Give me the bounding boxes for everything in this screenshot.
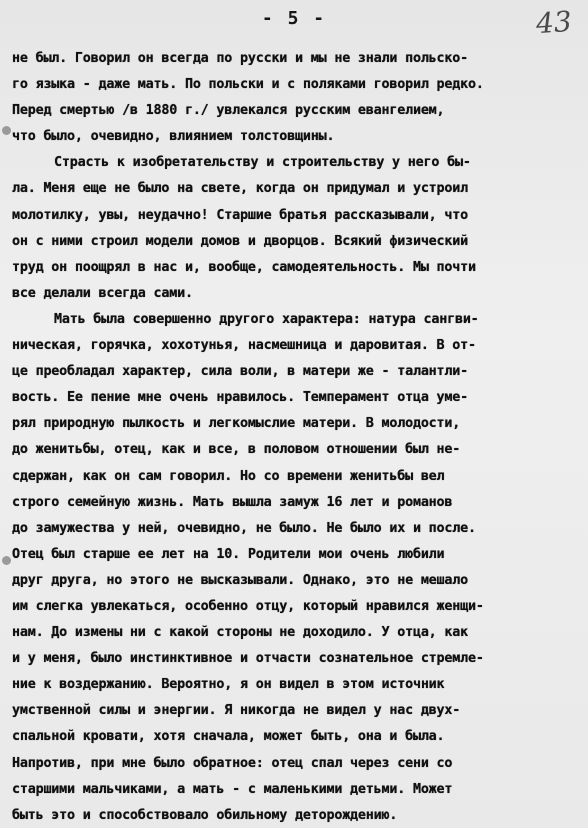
text-line: вость. Ее пение мне очень нравилось. Темперамент отца уме- [12, 390, 468, 406]
text-line: ла. Меня еще не было на свете, когда он придумал и устроил [12, 181, 468, 197]
text-line: сдержан, как он сам говорил. Но со времени женитьбы вел [12, 468, 445, 484]
text-line: Перед смертью /в 1880 г./ увлекался русским евангелием, [12, 103, 445, 119]
text-line: им слегка увлекаться, особенно отцу, который нравился женщи- [12, 598, 484, 614]
text-line: до женитьбы, отец, как и все, в половом отношении был не- [12, 442, 461, 458]
text-line: це преобладал характер, сила воли, в матери же - талантли- [12, 364, 468, 380]
text-line: ническая, горячка, хохотунья, насмешница и даровитая. В от- [12, 338, 476, 354]
text-line: труд он поощрял в нас и, вообще, самодеятельность. Мы почти [12, 259, 476, 275]
page-number: - 5 - [261, 8, 327, 29]
typed-text-body [12, 46, 584, 828]
text-line: Напротив, при мне было обратное: отец спал через сени со [12, 755, 453, 771]
text-line: друг друга, но этого не высказывали. Однако, это не мешало [12, 572, 468, 588]
text-line: не был. Говорил он всегда по русски и мы не знали польско- [12, 51, 468, 66]
text-line: старшими мальчиками, а мать - с маленькими детьми. Может [12, 781, 453, 797]
paragraph-start-line: Страсть к изобретательству и строительству у него бы- [54, 155, 471, 171]
text-line: он с ними строил модели домов и дворцов. Всякий физический [12, 233, 468, 249]
text-line: го языка - даже мать. По польски и с поляками говорил редко. [12, 77, 484, 93]
archive-folio-number: 43 [535, 4, 574, 41]
text-line: ние к воздержанию. Вероятно, я он видел в этом источник [12, 677, 445, 693]
text-line: Отец был старше ее лет на 10. Родители мои очень любили [12, 546, 445, 562]
text-line: спальной кровати, хотя сначала, может быть, она и была. [12, 729, 445, 745]
text-line: нам. До измены ни с какой стороны не доходило. У отца, как [12, 625, 468, 641]
text-line: и у меня, было инстинктивное и отчасти сознательное стремле- [12, 651, 484, 667]
text-line: до замужества у ней, очевидно, не было. Не было их и после. [12, 520, 476, 536]
punch-hole-mark [2, 556, 11, 565]
punch-hole-mark [2, 126, 11, 135]
text-line: молотилку, увы, неудачно! Старшие братья рассказывали, что [12, 207, 468, 223]
text-line: все делали всегда сами. [12, 285, 193, 301]
text-line: умственной силы и энергии. Я никогда не видел у нас двух- [12, 703, 461, 719]
text-line: быть это и способствовало обильному деторождению. [12, 807, 398, 823]
text-line: строго семейную жизнь. Мать вышла замуж 16 лет и романов [12, 494, 453, 510]
text-line: рял природную пылкость и легкомыслие матери. В молодости, [12, 416, 461, 432]
text-line: что было, очевидно, влиянием толстовщины. [12, 129, 335, 145]
paragraph-start-line: Мать была совершенно другого характера: натура сангви- [54, 311, 479, 327]
